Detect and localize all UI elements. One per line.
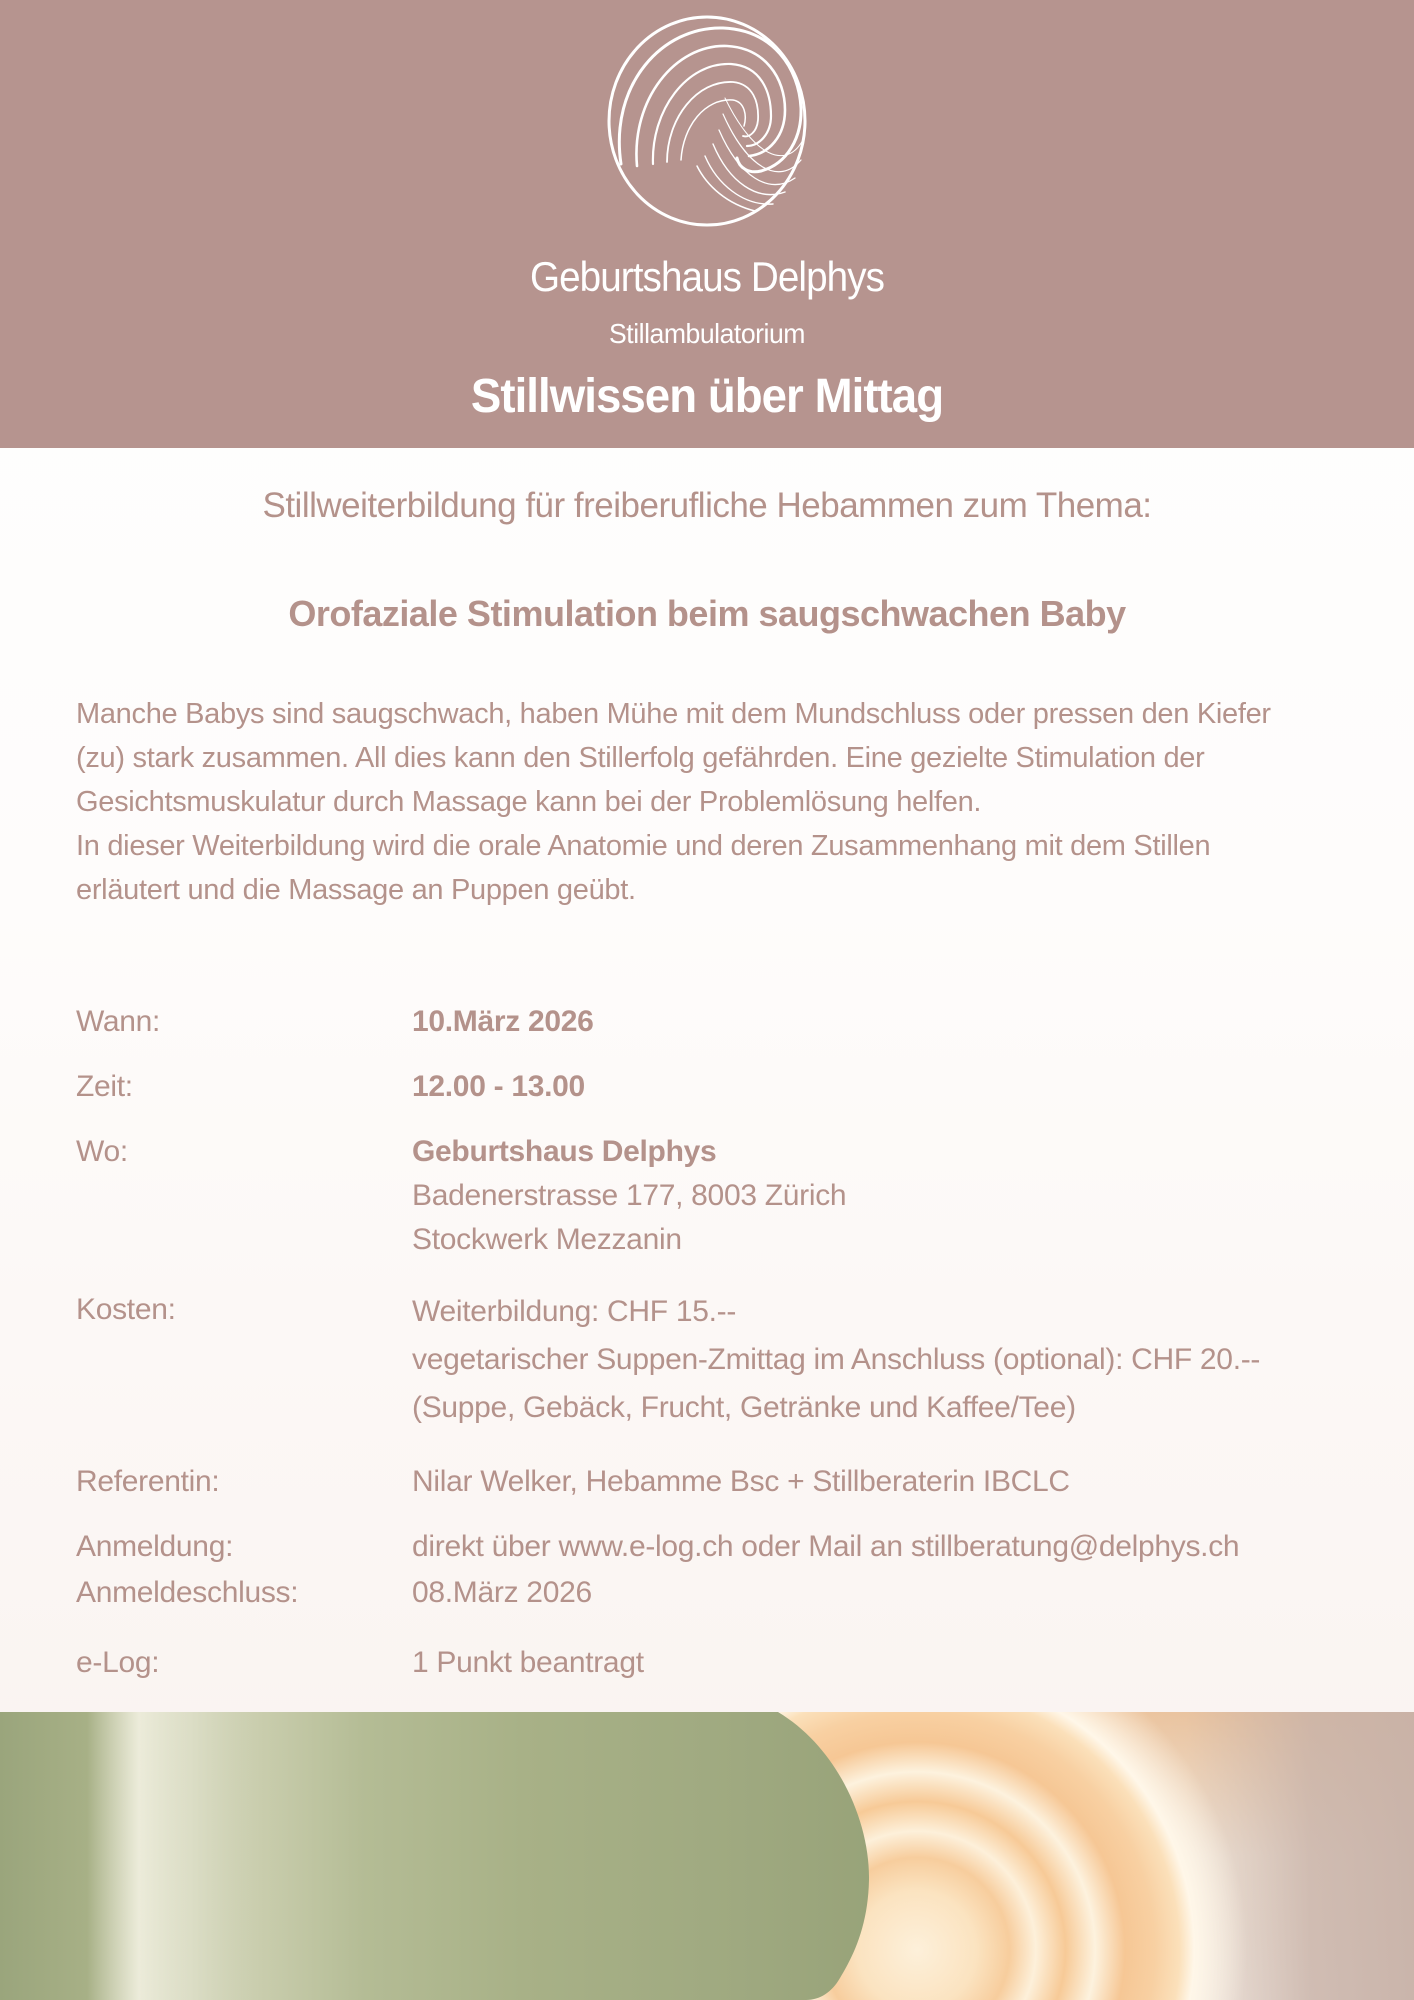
topic-heading: Orofaziale Stimulation beim saugschwachen Baby: [288, 593, 1126, 634]
detail-label: Anmeldeschluss:: [76, 1576, 299, 1609]
detail-value: [412, 1288, 1260, 1432]
abstract-gradient-graphic: [0, 1712, 1414, 2000]
paragraph-line: erläutert und die Massage an Puppen geübt.: [76, 874, 636, 906]
detail-label: e-Log:: [76, 1646, 160, 1679]
paragraph-line: (zu) stark zusammen. All dies kann den Stillerfolg gefährden. Eine gezielte Stimulation der: [76, 742, 1205, 774]
paragraph-line: Manche Babys sind saugschwach, haben Mühe mit dem Mundschluss oder pressen den Kiefer: [76, 698, 1271, 730]
detail-value: [412, 1000, 594, 1044]
event-details: [0, 1000, 1414, 1685]
flyer-body: [0, 483, 1414, 1685]
paragraph-line: In dieser Weiterbildung wird die orale Anatomie und deren Zusammenhang mit dem Stillen: [76, 830, 1211, 862]
detail-value-line: vegetarischer Suppen-Zmittag im Anschluss (optional): CHF 20.--: [412, 1343, 1261, 1376]
page-title: Stillwissen über Mittag: [470, 370, 944, 423]
detail-value: [412, 1641, 644, 1685]
detail-row-wann: [76, 1000, 1414, 1044]
detail-row-zeit: [76, 1065, 1414, 1109]
detail-value-line: Weiterbildung: CHF 15.--: [412, 1295, 737, 1328]
detail-value-line: Nilar Welker, Hebamme Bsc + Stillberaterin IBCLC: [412, 1465, 1070, 1498]
detail-label: Referentin:: [76, 1465, 220, 1498]
detail-value: [412, 1460, 1070, 1504]
detail-value: [412, 1130, 846, 1262]
detail-row-anmeldeschluss: [76, 1571, 1414, 1615]
detail-label: Wo:: [76, 1135, 128, 1168]
delphys-logo: [601, 14, 813, 228]
organization-name: Geburtshaus Delphys: [529, 253, 885, 300]
detail-row-referentin: [76, 1460, 1414, 1504]
detail-value-line: Stockwerk Mezzanin: [412, 1223, 682, 1256]
department-name: Stillambulatorium: [609, 318, 805, 349]
detail-value: [412, 1065, 585, 1109]
wave-spiral-icon: [601, 14, 813, 228]
detail-value-line: Geburtshaus Delphys: [412, 1135, 717, 1168]
detail-value-line: 1 Punkt beantragt: [412, 1646, 644, 1679]
detail-value-line: Badenerstrasse 177, 8003 Zürich: [412, 1179, 847, 1212]
detail-row-wo: [76, 1130, 1414, 1262]
description-paragraphs: [0, 692, 1414, 912]
paragraph-line: Gesichtsmuskulatur durch Massage kann bei der Problemlösung helfen.: [76, 786, 982, 818]
detail-label: Zeit:: [76, 1070, 133, 1103]
detail-value-line: 12.00 - 13.00: [412, 1070, 585, 1103]
detail-row-elog: [76, 1641, 1414, 1685]
lead-text: Stillweiterbildung für freiberufliche Hebammen zum Thema:: [262, 486, 1152, 525]
detail-value-line: (Suppe, Gebäck, Frucht, Getränke und Kaffee/Tee): [412, 1391, 1076, 1424]
detail-label: Anmeldung:: [76, 1530, 234, 1563]
detail-label: Wann:: [76, 1005, 161, 1038]
detail-value: [412, 1525, 1239, 1569]
detail-row-kosten: [76, 1288, 1414, 1432]
detail-value-line: 10.März 2026: [412, 1005, 594, 1038]
detail-value-line: direkt über www.e-log.ch oder Mail an stillberatung@delphys.ch: [412, 1530, 1240, 1563]
detail-value-line: 08.März 2026: [412, 1576, 592, 1609]
detail-label: Kosten:: [76, 1293, 176, 1326]
header-band: [0, 0, 1414, 448]
detail-value: [412, 1571, 592, 1615]
green-blob-highlight: [0, 1712, 869, 2000]
abstract-footer-image: [0, 1712, 1414, 2000]
detail-row-anmeldung: [76, 1525, 1414, 1569]
